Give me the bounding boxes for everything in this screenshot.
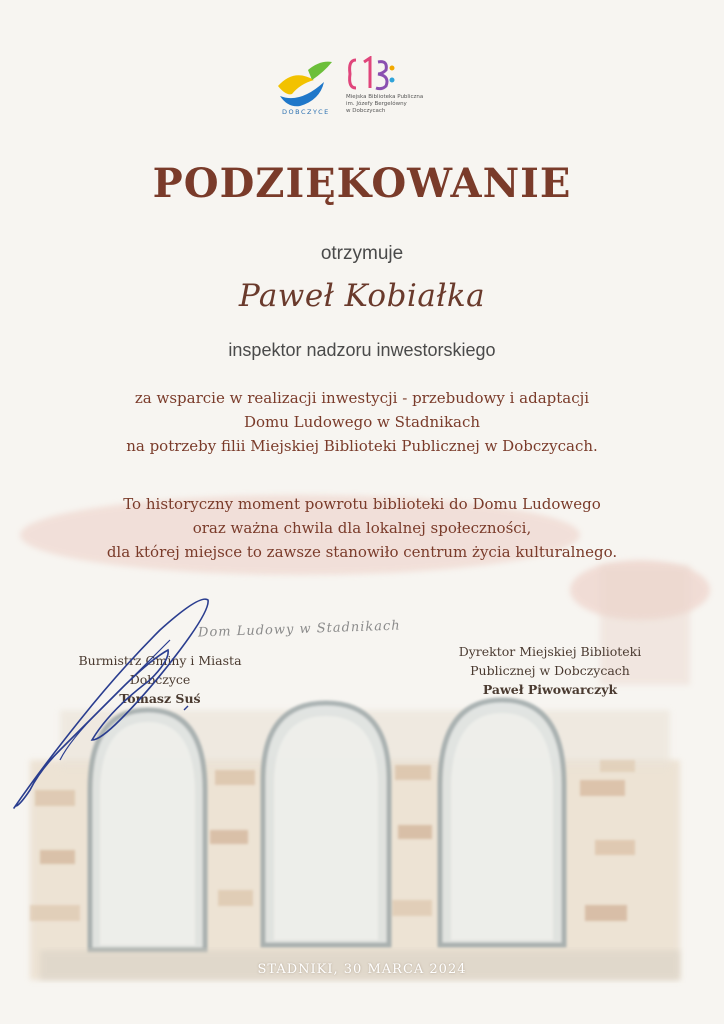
place-and-date: STADNIKI, 30 MARCA 2024 <box>257 962 467 977</box>
signatory-title: Burmistrz Gminy i Miasta <box>78 653 242 668</box>
signatory-name: Paweł Piwowarczyk <box>482 682 618 697</box>
signatory-title: Dyrektor Miejskiej Biblioteki <box>458 644 642 659</box>
recipient-name: Paweł Kobiałka <box>238 278 486 314</box>
library-logo-icon <box>346 56 396 92</box>
library-logo-line: w Dobczycach <box>346 108 386 114</box>
signatory-title: Publicznej w Dobczycach <box>470 663 630 678</box>
library-logo <box>346 56 424 126</box>
recipient-role: inspektor nadzoru inwestorskiego <box>228 340 496 360</box>
dobczyce-logo-text: DOBCZYCE <box>282 108 330 116</box>
support-paragraph <box>0 386 724 458</box>
support-line: za wsparcie w realizacji inwestycji - przebudowy i adaptacji <box>134 389 590 407</box>
receives-label: otrzymuje <box>320 243 404 264</box>
moment-line: dla której miejsce to zawsze stanowiło centrum życia kulturalnego. <box>106 543 618 561</box>
moment-line: To historyczny moment powrotu biblioteki do Domu Ludowego <box>123 495 601 513</box>
signatory-title: Dobczyce <box>129 672 191 687</box>
signatory-director <box>425 642 675 699</box>
moment-line: oraz ważna chwila dla lokalnej społeczności, <box>192 519 532 537</box>
certificate-title: PODZIĘKOWANIE <box>152 160 572 207</box>
support-line: na potrzeby filii Miejskiej Biblioteki Publicznej w Dobczycach. <box>126 437 598 455</box>
support-line: Domu Ludowego w Stadnikach <box>243 413 481 431</box>
handwritten-signature <box>0 590 230 820</box>
library-logo-text <box>346 94 426 115</box>
signatory-name: Tomasz Suś <box>119 691 201 706</box>
painting-caption: Dom Ludowy w Stadnikach <box>197 618 401 641</box>
moment-paragraph <box>0 492 724 564</box>
header-logos <box>270 56 424 126</box>
library-logo-line: Miejska Biblioteka Publiczna <box>346 94 424 100</box>
library-logo-line: im. Józefy Bergelówny <box>346 101 407 107</box>
